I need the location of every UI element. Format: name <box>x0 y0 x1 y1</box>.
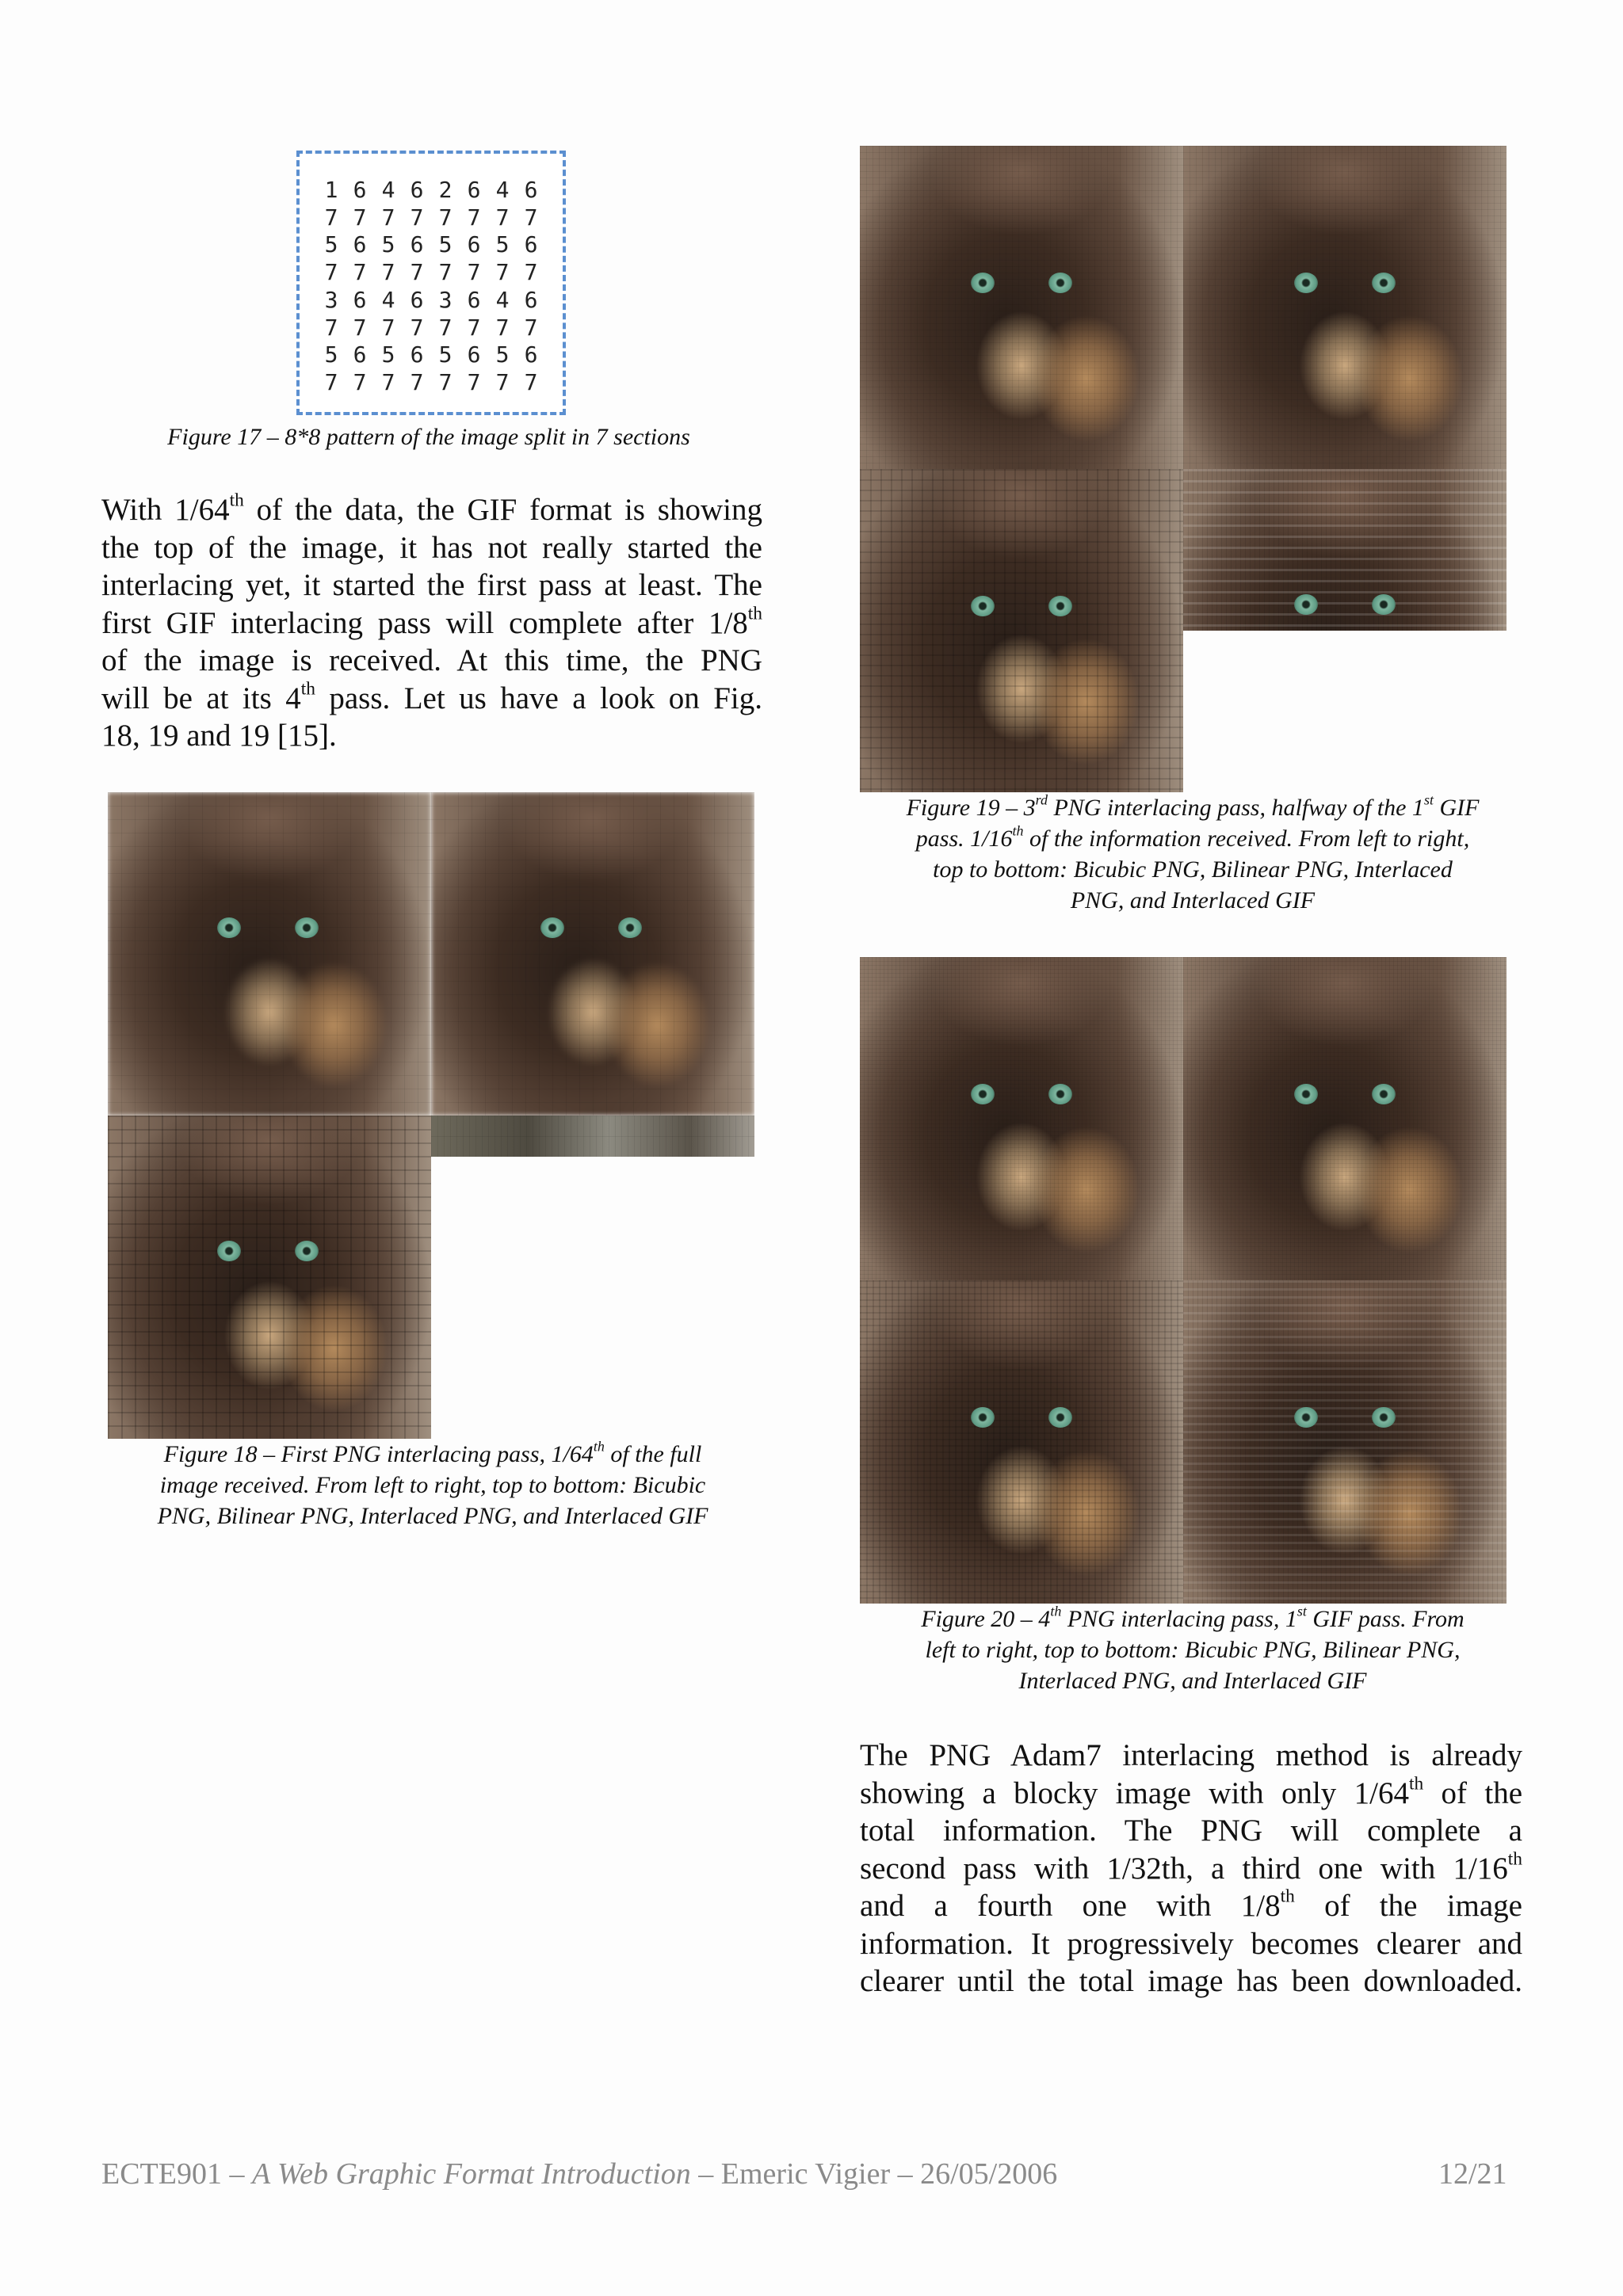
grid-cell: 7 <box>381 369 395 396</box>
grid-cell: 5 <box>438 341 453 368</box>
text-line: and a fourth one with 1/8th of the image <box>860 1886 1522 1923</box>
grid-cell: 6 <box>467 176 481 203</box>
grid-cell: 6 <box>353 176 367 203</box>
grid-cell: 5 <box>381 341 395 368</box>
fig20-interlaced-gif-image <box>1183 1280 1507 1604</box>
grid-cell: 6 <box>467 341 481 368</box>
grid-cell: 7 <box>324 314 338 341</box>
grid-cell: 7 <box>495 314 510 341</box>
grid-cell: 7 <box>438 314 453 341</box>
grid-cell: 6 <box>524 286 538 313</box>
text-line: first GIF interlacing pass will complete after 1/8th <box>101 602 762 640</box>
grid-cell: 6 <box>353 341 367 368</box>
grid-cell: 7 <box>410 204 424 231</box>
grid-cell: 5 <box>324 341 338 368</box>
grid-cell: 7 <box>467 369 481 396</box>
grid-cell: 3 <box>324 286 338 313</box>
text-line: total information. The PNG will complete a <box>860 1814 1522 1848</box>
grid-cell: 7 <box>324 369 338 396</box>
grid-cell: 7 <box>410 369 424 396</box>
grid-cell: 7 <box>495 204 510 231</box>
grid-cell: 7 <box>438 369 453 396</box>
grid-cell: 7 <box>524 204 538 231</box>
grid-cell: 4 <box>381 286 395 313</box>
text-line: of the image is received. At this time, the PNG <box>101 643 762 677</box>
figure-19-caption: Figure 19 – 3rd PNG interlacing pass, halfway of the 1st GIF pass. 1/16th of the information received. From left to right, top to bottom: Bicubic PNG, Bilinear PNG, Interlaced PNG, and Interlaced GIF <box>906 791 1480 913</box>
grid-cell: 7 <box>381 314 395 341</box>
grid-cell: 7 <box>353 314 367 341</box>
grid-cell: 5 <box>495 341 510 368</box>
fig20-bicubic-png-image <box>860 957 1183 1280</box>
grid-cell: 7 <box>381 204 395 231</box>
text-line: second pass with 1/32th, a third one with 1/16th <box>860 1848 1522 1886</box>
text-line: The PNG Adam7 interlacing method is already <box>860 1738 1522 1772</box>
figure-18-caption: Figure 18 – First PNG interlacing pass, 1/64th of the full image received. From left to right, top to bottom: Bicubic PNG, Bilinear PNG, Interlaced PNG, and Interlaced GIF <box>157 1438 708 1529</box>
page-footer: ECTE901 – A Web Graphic Format Introduction – Emeric Vigier – 26/05/2006 <box>101 2157 1058 2191</box>
grid-cell: 6 <box>524 176 538 203</box>
fig20-bilinear-png-image <box>1183 957 1507 1280</box>
grid-cell: 7 <box>524 369 538 396</box>
grid-cell: 2 <box>438 176 453 203</box>
grid-cell: 7 <box>495 259 510 286</box>
grid-cell: 5 <box>438 231 453 258</box>
grid-cell: 5 <box>495 231 510 258</box>
figure-20-caption: Figure 20 – 4th PNG interlacing pass, 1st GIF pass. From left to right, top to bottom: Bicubic PNG, Bilinear PNG, Interlaced PNG, and Interlaced GIF <box>921 1603 1465 1694</box>
text-line: information. It progressively becomes clearer and <box>860 1926 1522 1961</box>
grid-cell: 6 <box>410 231 424 258</box>
fig18-bicubic-png-image <box>108 792 431 1116</box>
grid-cell: 7 <box>381 259 395 286</box>
grid-cell: 7 <box>438 204 453 231</box>
grid-cell: 6 <box>524 341 538 368</box>
grid-cell: 7 <box>524 259 538 286</box>
fig19-interlaced-gif-image <box>1183 469 1507 631</box>
grid-cell: 6 <box>353 231 367 258</box>
fig18-interlaced-png-image <box>108 1116 431 1439</box>
grid-cell: 4 <box>381 176 395 203</box>
text-line: showing a blocky image with only 1/64th of the <box>860 1772 1522 1810</box>
grid-cell: 7 <box>324 204 338 231</box>
grid-cell: 6 <box>410 341 424 368</box>
grid-cell: 7 <box>353 204 367 231</box>
grid-cell: 6 <box>410 286 424 313</box>
figure-17-caption: Figure 17 – 8*8 pattern of the image split in 7 sections <box>167 424 690 450</box>
grid-cell: 4 <box>495 286 510 313</box>
grid-cell: 6 <box>467 286 481 313</box>
text-line: the top of the image, it has not really started the <box>101 530 762 565</box>
grid-cell: 5 <box>324 231 338 258</box>
fig19-interlaced-png-image <box>860 469 1183 792</box>
grid-cell: 3 <box>438 286 453 313</box>
grid-cell: 7 <box>495 369 510 396</box>
grid-cell: 7 <box>410 259 424 286</box>
text-line: 18, 19 and 19 [15]. <box>101 719 337 753</box>
grid-cell: 6 <box>524 231 538 258</box>
fig19-bicubic-png-image <box>860 146 1183 469</box>
grid-cell: 7 <box>324 259 338 286</box>
grid-cell: 6 <box>353 286 367 313</box>
grid-cell: 7 <box>467 314 481 341</box>
grid-cell: 7 <box>467 259 481 286</box>
paragraph-2 <box>860 1737 1522 2000</box>
grid-cell: 1 <box>324 176 338 203</box>
grid-cell: 7 <box>524 314 538 341</box>
fig18-bilinear-png-image <box>431 792 754 1116</box>
grid-cell: 7 <box>438 259 453 286</box>
page-number: 12/21 <box>1438 2157 1507 2191</box>
grid-cell: 7 <box>467 204 481 231</box>
grid-cell: 7 <box>410 314 424 341</box>
grid-cell: 7 <box>353 369 367 396</box>
text-line: will be at its 4th pass. Let us have a look on Fig. <box>101 677 762 715</box>
paragraph-1 <box>101 491 762 755</box>
grid-cell: 6 <box>467 231 481 258</box>
text-line: interlacing yet, it started the first pass at least. The <box>101 568 762 602</box>
text-line: clearer until the total image has been downloaded. <box>860 1964 1522 1998</box>
fig19-bilinear-png-image <box>1183 146 1507 469</box>
figure-17-grid <box>296 151 566 415</box>
text-line: With 1/64th of the data, the GIF format is showing <box>101 490 762 527</box>
grid-cell: 4 <box>495 176 510 203</box>
grid-cell: 7 <box>353 259 367 286</box>
fig20-interlaced-png-image <box>860 1280 1183 1604</box>
grid-cell: 5 <box>381 231 395 258</box>
grid-cell: 6 <box>410 176 424 203</box>
fig18-interlaced-gif-image <box>431 1116 754 1157</box>
